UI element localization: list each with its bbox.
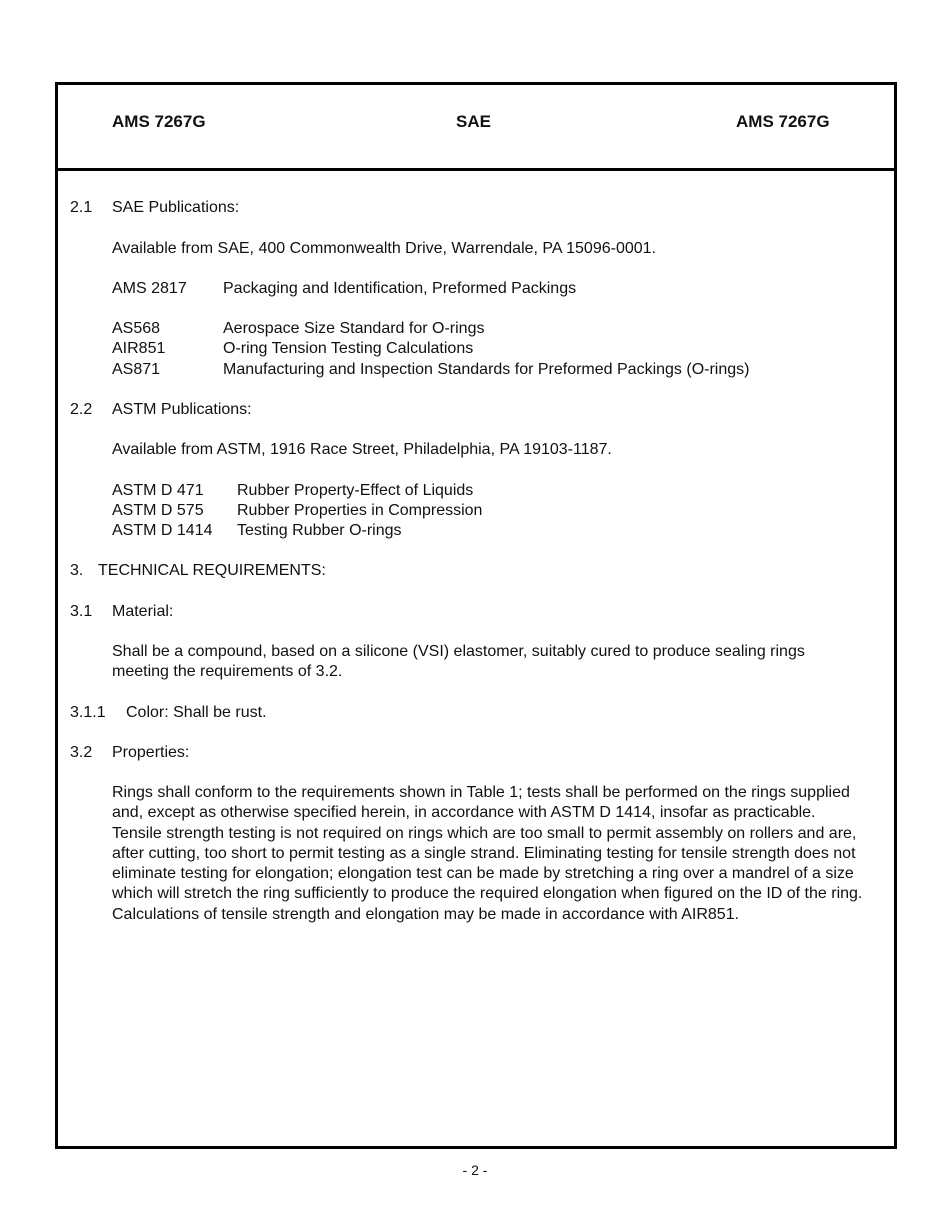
ref-code: AS568	[112, 320, 161, 337]
page-number: - 2 -	[462, 1162, 488, 1178]
header-org: SAE	[456, 112, 491, 131]
ref-code: AMS 2817	[112, 280, 187, 297]
ref-desc: Rubber Property-Effect of Liquids	[237, 482, 474, 499]
ref-code: AS871	[112, 361, 161, 378]
section-2-2-title: ASTM Publications:	[112, 401, 252, 418]
header-doc-id-right: AMS 7267G	[736, 112, 830, 131]
section-2-2-number: 2.2	[70, 401, 93, 418]
section-3-1-text: Shall be a compound, based on a silicone (VSI) elastomer, suitably cured to produce sealing rings meeting the requirements of 3.2.	[112, 643, 805, 681]
section-2-1-title: SAE Publications:	[112, 199, 240, 216]
section-3-2-number: 3.2	[70, 744, 93, 761]
ref-desc: O-ring Tension Testing Calculations	[223, 340, 474, 357]
ref-desc: Packaging and Identification, Preformed Packings	[223, 280, 577, 297]
ref-code: AIR851	[112, 340, 166, 357]
section-2-1-number: 2.1	[70, 199, 93, 216]
section-3-2-title: Properties:	[112, 744, 190, 761]
section-2-2-availability: Available from ASTM, 1916 Race Street, Philadelphia, PA 19103-1187.	[112, 441, 612, 458]
page-header	[58, 85, 894, 171]
section-3-title: TECHNICAL REQUIREMENTS:	[98, 562, 326, 579]
section-3-1-1-text: Color: Shall be rust.	[126, 704, 267, 721]
section-2-1-availability: Available from SAE, 400 Commonwealth Drive, Warrendale, PA 15096-0001.	[112, 240, 656, 257]
section-3-1-title: Material:	[112, 603, 174, 620]
ref-desc: Rubber Properties in Compression	[237, 502, 483, 519]
section-3-2-text: Rings shall conform to the requirements shown in Table 1; tests shall be performed on the rings supplied and, except as otherwise specified herein, in accordance with ASTM D 1414, insofar as practicable. Tensile strength testing is not required on rings which are too small to permit assembly on rollers and are, after cutting, too short to permit testing as a single strand. Eliminating testing for tensile strength does not eliminate testing for elongation; elongation test can be made by stretching a ring over a mandrel of a size which will stretch the ring sufficiently to produce the required elongation when figured on the ID of the ring. Calculations of tensile strength and elongation may be made in accordance with AIR851.	[112, 784, 863, 923]
section-3-1-number: 3.1	[70, 603, 93, 620]
header-doc-id-left: AMS 7267G	[112, 112, 206, 131]
ref-code: ASTM D 1414	[112, 522, 213, 539]
ref-code: ASTM D 471	[112, 482, 204, 499]
ref-code: ASTM D 575	[112, 502, 204, 519]
ref-desc: Manufacturing and Inspection Standards for Preformed Packings (O-rings)	[223, 361, 750, 378]
ref-desc: Aerospace Size Standard for O-rings	[223, 320, 485, 337]
section-3-1-1-number: 3.1.1	[70, 704, 106, 721]
section-3-number: 3.	[70, 562, 84, 579]
ref-desc: Testing Rubber O-rings	[237, 522, 402, 539]
